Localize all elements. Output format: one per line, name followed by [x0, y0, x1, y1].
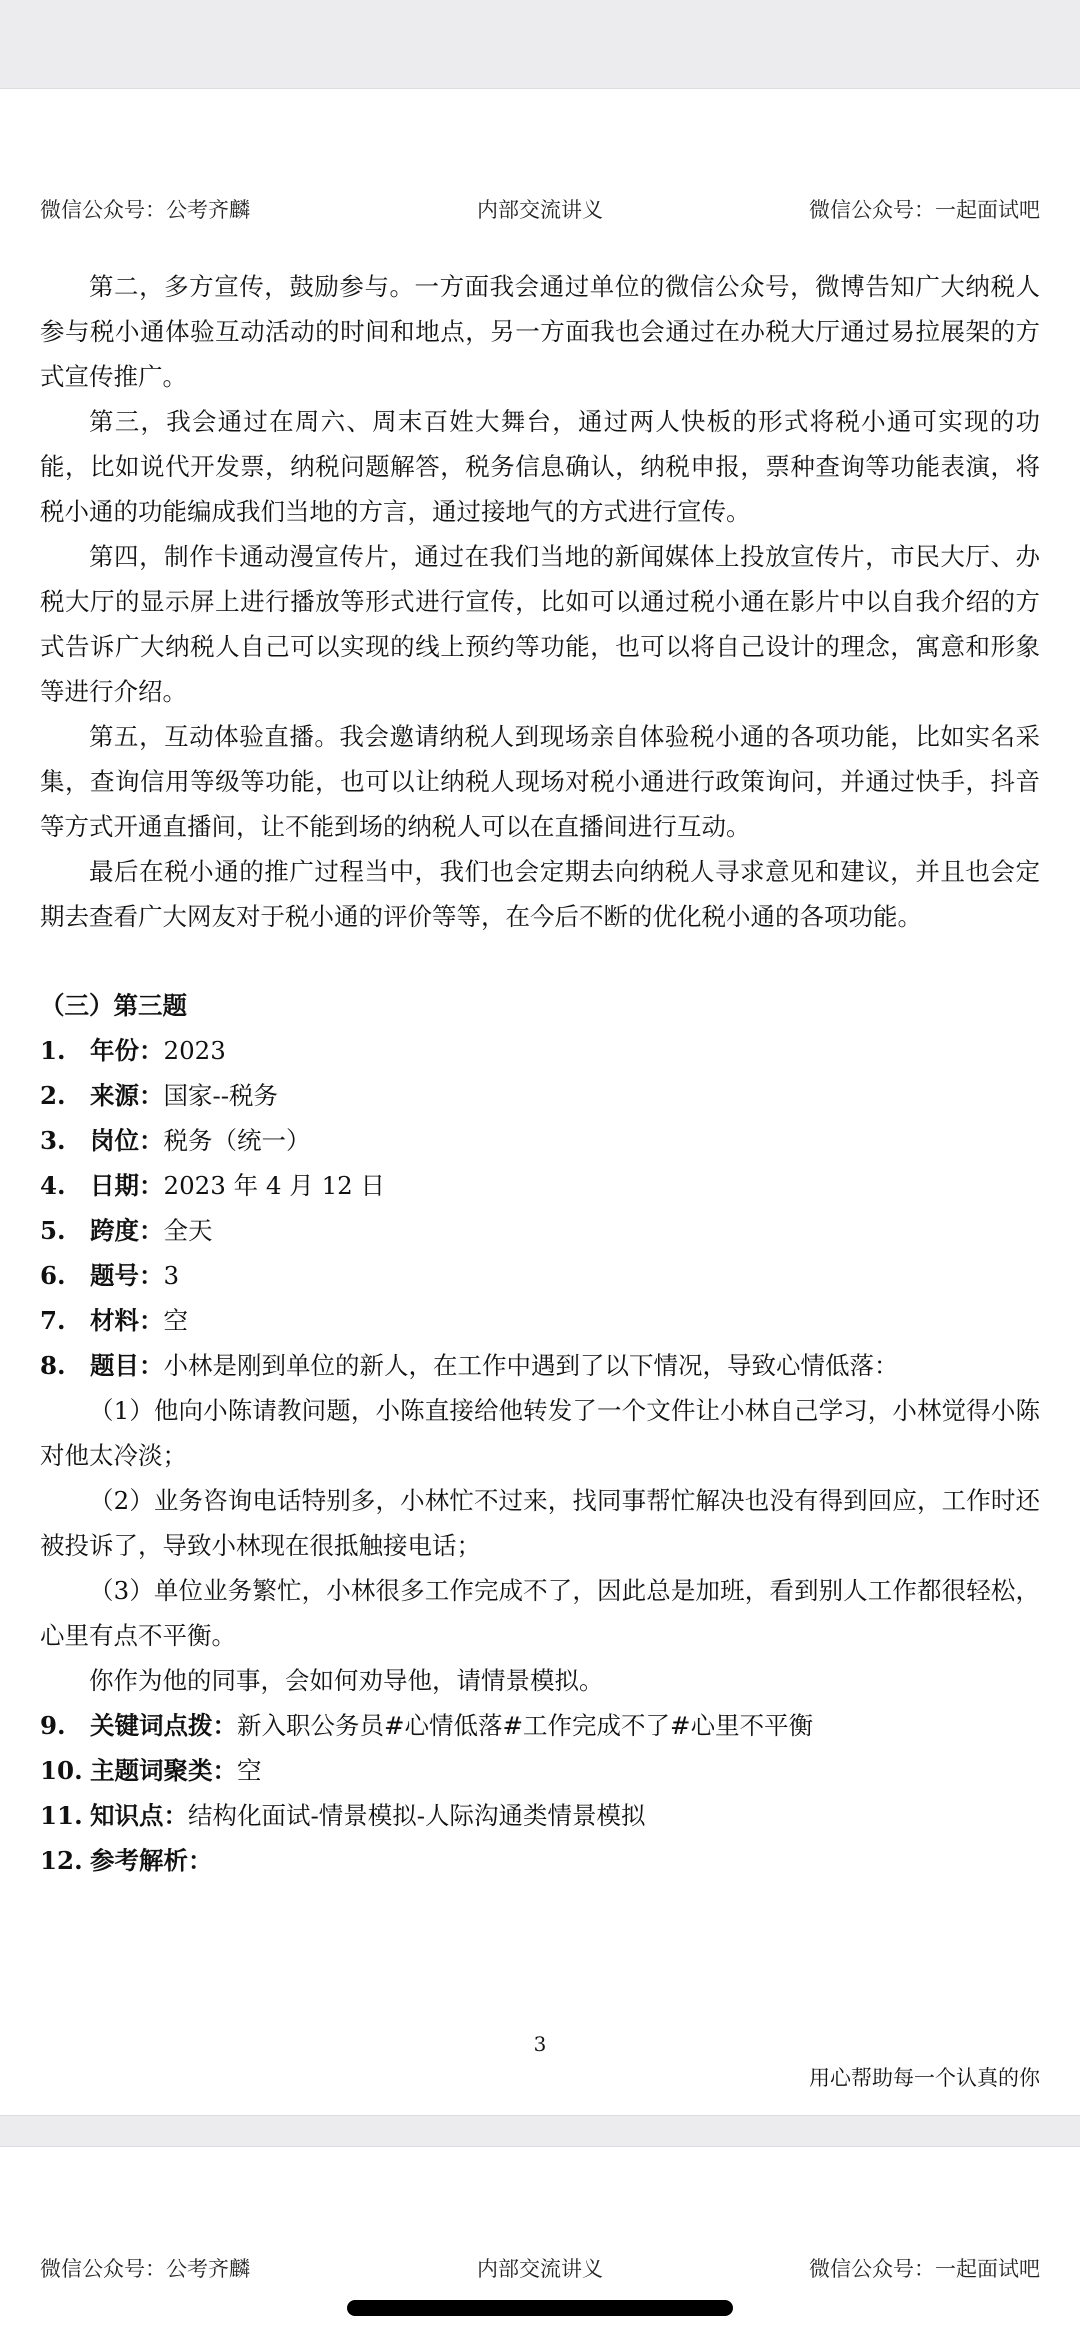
paragraph: 第二，多方宣传，鼓励参与。一方面我会通过单位的微信公众号，微博告知广大纳税人参与税小通体验互动活动的时间和地点，另一方面我也会通过在办税大厅通过易拉展架的方式宣传推广。: [40, 272, 1040, 391]
item-number: 6.: [40, 1261, 66, 1290]
list-item: [40, 1118, 1040, 1163]
item-label: 主题词聚类：: [90, 1756, 237, 1785]
page-header: [40, 194, 1040, 234]
item-value: 2023: [163, 1036, 226, 1065]
item-value: 结构化面试-情景模拟-人际沟通类情景模拟: [188, 1801, 646, 1830]
question-paragraph: 你作为他的同事，会如何劝导他，请情景模拟。: [89, 1666, 604, 1695]
item-label: 参考解析：: [90, 1846, 213, 1875]
item-label: 材料：: [90, 1306, 164, 1335]
list-item: [40, 1208, 1040, 1253]
item-number: 10.: [40, 1756, 83, 1785]
home-indicator[interactable]: [347, 2300, 733, 2316]
list-item: [40, 1343, 1040, 1388]
paragraph: 第五，互动体验直播。我会邀请纳税人到现场亲自体验税小通的各项功能，比如实名采集，查询信用等级等功能，也可以让纳税人现场对税小通进行政策询问，并通过快手，抖音等方式开通直播间，让不能到场的纳税人可以在直播间进行互动。: [40, 722, 1040, 841]
item-value: 空: [163, 1306, 188, 1335]
header-left: 微信公众号：公考齐麟: [40, 2257, 250, 2281]
list-item: [40, 1253, 1040, 1298]
item-value: 全天: [163, 1216, 213, 1245]
item-label: 知识点：: [90, 1801, 188, 1830]
item-label: 题号：: [90, 1261, 164, 1290]
item-value: 新入职公务员#心情低落#工作完成不了#心里不平衡: [237, 1711, 814, 1740]
header-center: 内部交流讲义: [477, 198, 603, 222]
item-number: 7.: [40, 1306, 66, 1335]
page-number: 3: [533, 2032, 547, 2056]
list-item: [40, 1703, 1040, 1748]
item-value: 税务（统一）: [163, 1126, 311, 1155]
list-item: [40, 1163, 1040, 1208]
list-item: [40, 1793, 1040, 1838]
list-item: [40, 1748, 1040, 1793]
item-value: 国家--税务: [163, 1081, 279, 1110]
item-number: 8.: [40, 1351, 66, 1380]
item-number: 3.: [40, 1126, 66, 1155]
item-label: 日期：: [90, 1171, 164, 1200]
page-body: [40, 264, 1040, 1883]
page-header: [40, 2253, 1040, 2293]
item-number: 2.: [40, 1081, 66, 1110]
item-value: 2023 年 4 月 12 日: [163, 1171, 386, 1200]
item-value: 3: [163, 1261, 180, 1290]
header-left: 微信公众号：公考齐麟: [40, 198, 250, 222]
item-label: 关键词点拨：: [90, 1711, 237, 1740]
question-paragraph: （1）他向小陈请教问题，小陈直接给他转发了一个文件让小林自己学习，小林觉得小陈对他太冷淡；: [40, 1396, 1040, 1470]
page-gap-top: [0, 0, 1080, 88]
item-number: 11.: [40, 1801, 83, 1830]
item-label: 跨度：: [90, 1216, 164, 1245]
paragraph: 第四，制作卡通动漫宣传片，通过在我们当地的新闻媒体上投放宣传片，市民大厅、办税大厅的显示屏上进行播放等形式进行宣传，比如可以通过税小通在影片中以自我介绍的方式告诉广大纳税人自己可以实现的线上预约等功能，也可以将自己设计的理念，寓意和形象等进行介绍。: [40, 542, 1040, 706]
header-right: 微信公众号：一起面试吧: [809, 2257, 1040, 2281]
list-item: [40, 1073, 1040, 1118]
paragraph: 最后在税小通的推广过程当中，我们也会定期去向纳税人寻求意见和建议，并且也会定期去查看广大网友对于税小通的评价等等，在今后不断的优化税小通的各项功能。: [40, 857, 1040, 931]
page-footer: 用心帮助每一个认真的你: [809, 2066, 1040, 2090]
question-paragraph: （2）业务咨询电话特别多，小林忙不过来，找同事帮忙解决也没有得到回应，工作时还被投诉了，导致小林现在很抵触接电话；: [40, 1486, 1040, 1560]
list-item: [40, 1028, 1040, 1073]
list-item: [40, 1838, 1040, 1883]
item-number: 1.: [40, 1036, 66, 1065]
item-number: 5.: [40, 1216, 66, 1245]
item-number: 9.: [40, 1711, 66, 1740]
paragraph: 第三，我会通过在周六、周末百姓大舞台，通过两人快板的形式将税小通可实现的功能，比如说代开发票，纳税问题解答，税务信息确认，纳税申报，票种查询等功能表演，将税小通的功能编成我们当地的方言，通过接地气的方式进行宣传。: [40, 407, 1040, 526]
item-label: 题目：: [90, 1351, 164, 1380]
item-value: 空: [237, 1756, 262, 1785]
item-label: 来源：: [90, 1081, 164, 1110]
question-paragraph: （3）单位业务繁忙，小林很多工作完成不了，因此总是加班，看到别人工作都很轻松，心里有点不平衡。: [40, 1576, 1040, 1650]
item-value: 小林是刚到单位的新人，在工作中遇到了以下情况，导致心情低落：: [163, 1351, 899, 1380]
section-title: （三）第三题: [40, 991, 187, 1020]
item-number: 12.: [40, 1846, 83, 1875]
header-center: 内部交流讲义: [477, 2257, 603, 2281]
item-number: 4.: [40, 1171, 66, 1200]
page-gap: [0, 2116, 1080, 2146]
header-right: 微信公众号：一起面试吧: [809, 198, 1040, 222]
item-label: 岗位：: [90, 1126, 164, 1155]
list-item: [40, 1298, 1040, 1343]
document-page[interactable]: [0, 88, 1080, 2116]
item-label: 年份：: [90, 1036, 164, 1065]
